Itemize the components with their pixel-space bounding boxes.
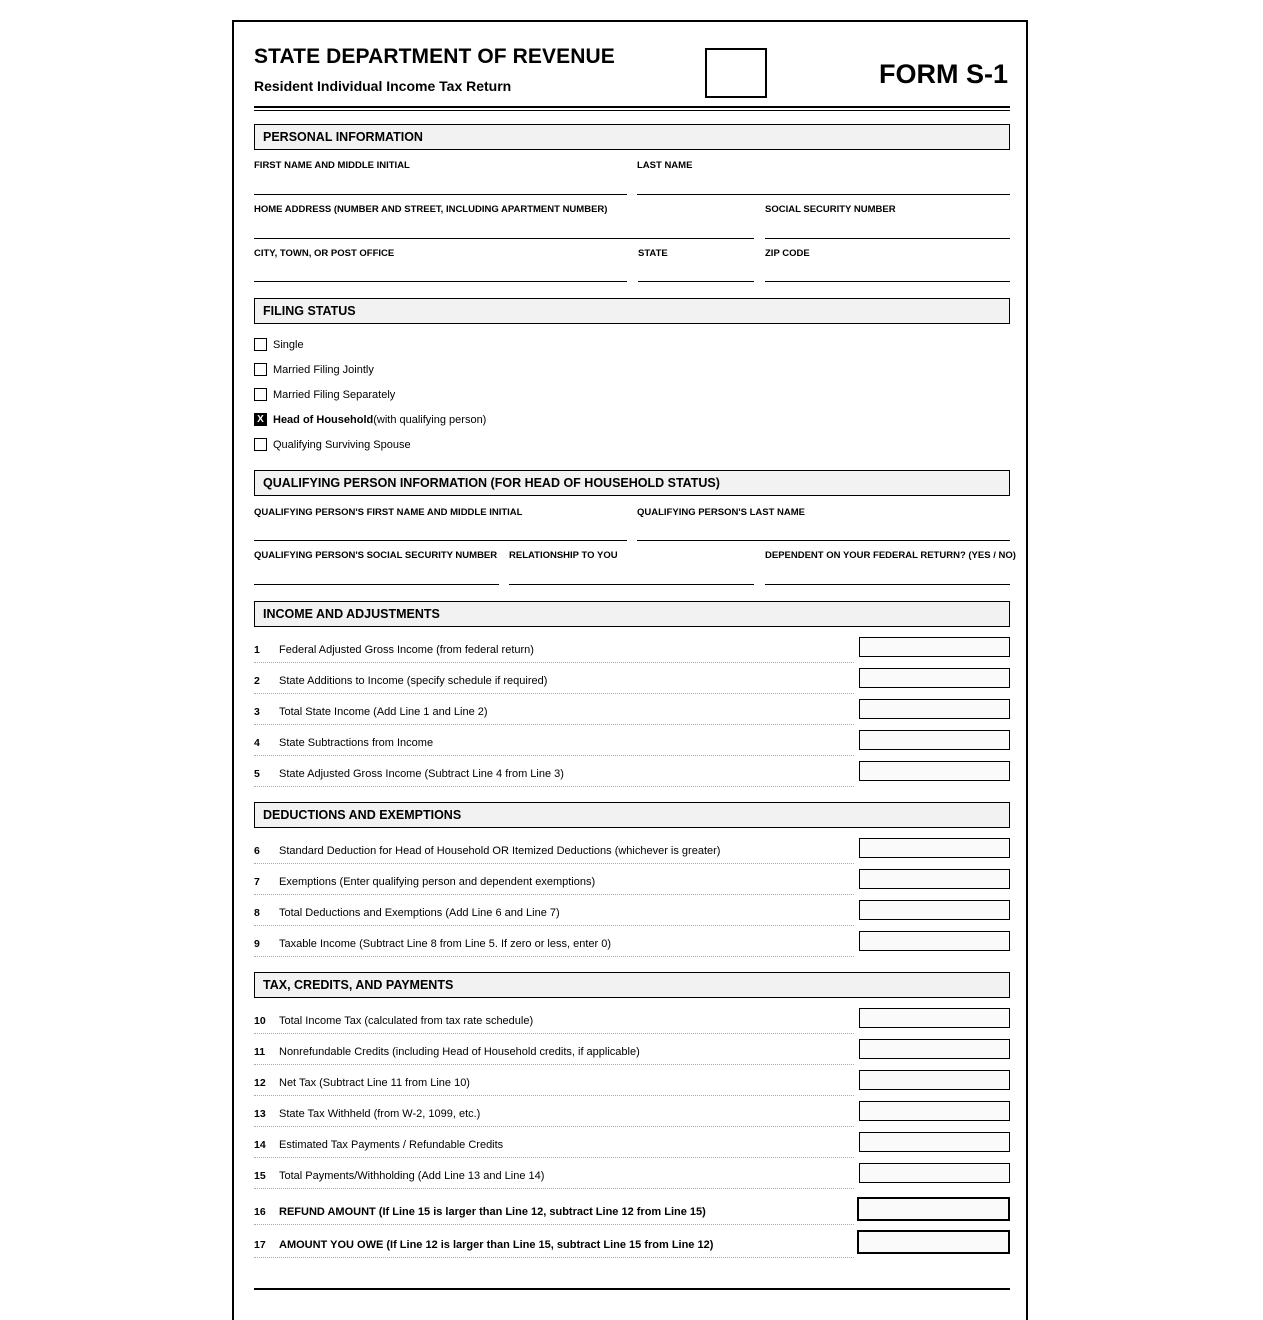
city-label: CITY, TOWN, OR POST OFFICE xyxy=(254,248,395,259)
line-leader xyxy=(254,662,854,663)
line-leader xyxy=(254,956,854,957)
line-number: 17 xyxy=(254,1239,266,1251)
amount-field[interactable] xyxy=(859,1132,1010,1152)
zip-code-label: ZIP CODE xyxy=(765,248,810,259)
line-number: 1 xyxy=(254,644,260,656)
line-item xyxy=(254,759,1010,787)
amount-field[interactable] xyxy=(859,761,1010,781)
line-number: 10 xyxy=(254,1015,266,1027)
line-item xyxy=(254,697,1010,725)
home-address-field[interactable] xyxy=(254,238,754,239)
line-item xyxy=(254,1197,1010,1225)
home-address-label: HOME ADDRESS (NUMBER AND STREET, INCLUDING APARTMENT NUMBER) xyxy=(254,204,608,215)
line-item xyxy=(254,1130,1010,1158)
footer-divider xyxy=(254,1288,1010,1290)
zip-code-field[interactable] xyxy=(765,281,1010,282)
last-name-label: LAST NAME xyxy=(637,160,693,171)
filing-checkbox[interactable] xyxy=(254,388,267,401)
line-leader xyxy=(254,1126,854,1127)
section-filing-status: FILING STATUS xyxy=(254,298,1010,324)
line-item xyxy=(254,635,1010,663)
filing-option-suffix: (with qualifying person) xyxy=(373,414,487,426)
line-number: 3 xyxy=(254,706,260,718)
qualifying-first-name-field[interactable] xyxy=(254,540,627,541)
filing-option-label xyxy=(273,412,486,428)
line-description: Total State Income (Add Line 1 and Line 2) xyxy=(279,706,488,718)
relationship-field[interactable] xyxy=(509,584,754,585)
line-leader xyxy=(254,863,854,864)
filing-option-text: Head of Household xyxy=(273,414,374,426)
amount-owed-field[interactable] xyxy=(857,1230,1010,1254)
line-description: Taxable Income (Subtract Line 8 from Line 5. If zero or less, enter 0) xyxy=(279,938,611,950)
refund-amount-field[interactable] xyxy=(857,1197,1010,1221)
amount-field[interactable] xyxy=(859,1039,1010,1059)
amount-field[interactable] xyxy=(859,668,1010,688)
line-number: 2 xyxy=(254,675,260,687)
city-field[interactable] xyxy=(254,281,627,282)
line-item xyxy=(254,1161,1010,1189)
form-subtitle: Resident Individual Income Tax Return xyxy=(254,78,512,94)
header-divider-thin xyxy=(254,110,1010,111)
tax-form-page xyxy=(232,20,1028,1320)
amount-field[interactable] xyxy=(859,699,1010,719)
first-name-label: FIRST NAME AND MIDDLE INITIAL xyxy=(254,160,410,171)
first-name-field[interactable] xyxy=(254,194,627,195)
amount-field[interactable] xyxy=(859,900,1010,920)
line-number: 6 xyxy=(254,845,260,857)
line-description: REFUND AMOUNT (If Line 15 is larger than Line 12, subtract Line 12 from Line 15) xyxy=(279,1206,706,1218)
line-description: Total Deductions and Exemptions (Add Line 6 and Line 7) xyxy=(279,907,560,919)
qualifying-ssn-label: QUALIFYING PERSON'S SOCIAL SECURITY NUMBER xyxy=(254,550,498,561)
amount-field[interactable] xyxy=(859,931,1010,951)
line-leader xyxy=(254,925,854,926)
amount-field[interactable] xyxy=(859,730,1010,750)
form-number: FORM S-1 xyxy=(878,59,1008,89)
header-divider xyxy=(254,106,1010,108)
dependent-field[interactable] xyxy=(765,584,1010,585)
line-item xyxy=(254,1230,1010,1258)
line-description: State Adjusted Gross Income (Subtract Line 4 from Line 3) xyxy=(279,768,564,780)
line-leader xyxy=(254,693,854,694)
line-leader xyxy=(254,1257,854,1258)
amount-field[interactable] xyxy=(859,1163,1010,1183)
section-deductions-exemptions: DEDUCTIONS AND EXEMPTIONS xyxy=(254,802,1010,828)
line-number: 13 xyxy=(254,1108,266,1120)
filing-checkbox[interactable] xyxy=(254,338,267,351)
line-description: State Subtractions from Income xyxy=(279,737,434,749)
ssn-field[interactable] xyxy=(765,238,1010,239)
amount-field[interactable] xyxy=(859,1008,1010,1028)
ssn-label: SOCIAL SECURITY NUMBER xyxy=(765,204,896,215)
line-description: AMOUNT YOU OWE (If Line 12 is larger than Line 15, subtract Line 15 from Line 12) xyxy=(279,1239,714,1251)
line-description: State Additions to Income (specify schedule if required) xyxy=(279,675,548,687)
line-item xyxy=(254,1099,1010,1127)
filing-option-text: Qualifying Surviving Spouse xyxy=(273,439,411,451)
line-leader xyxy=(254,724,854,725)
line-description: Federal Adjusted Gross Income (from federal return) xyxy=(279,644,534,656)
line-item xyxy=(254,836,1010,864)
line-item xyxy=(254,666,1010,694)
line-leader xyxy=(254,1188,854,1189)
dependent-label: DEPENDENT ON YOUR FEDERAL RETURN? (YES / NO) xyxy=(765,550,1016,561)
line-leader xyxy=(254,894,854,895)
line-description: Net Tax (Subtract Line 11 from Line 10) xyxy=(279,1077,470,1089)
line-leader xyxy=(254,1095,854,1096)
filing-option-text: Married Filing Separately xyxy=(273,389,396,401)
line-number: 5 xyxy=(254,768,260,780)
amount-field[interactable] xyxy=(859,1070,1010,1090)
line-leader xyxy=(254,786,854,787)
line-number: 15 xyxy=(254,1170,266,1182)
amount-field[interactable] xyxy=(859,869,1010,889)
line-number: 7 xyxy=(254,876,260,888)
filing-checkbox[interactable] xyxy=(254,363,267,376)
line-number: 12 xyxy=(254,1077,266,1089)
amount-field[interactable] xyxy=(859,637,1010,657)
filing-checkbox[interactable] xyxy=(254,438,267,451)
amount-field[interactable] xyxy=(859,838,1010,858)
line-description: Total Payments/Withholding (Add Line 13 and Line 14) xyxy=(279,1170,545,1182)
line-description: Total Income Tax (calculated from tax rate schedule) xyxy=(279,1015,534,1027)
section-income-adjustments: INCOME AND ADJUSTMENTS xyxy=(254,601,1010,627)
filing-option-label xyxy=(273,437,411,453)
line-item xyxy=(254,1006,1010,1034)
section-personal-information: PERSONAL INFORMATION xyxy=(254,124,1010,150)
line-number: 14 xyxy=(254,1139,266,1151)
state-label: STATE xyxy=(638,248,668,259)
state-field[interactable] xyxy=(638,281,754,282)
line-item xyxy=(254,728,1010,756)
line-leader xyxy=(254,1033,854,1034)
line-item xyxy=(254,867,1010,895)
line-description: State Tax Withheld (from W-2, 1099, etc.) xyxy=(279,1108,481,1120)
agency-title: STATE DEPARTMENT OF REVENUE xyxy=(254,45,615,68)
filing-option-label xyxy=(273,387,395,403)
section-tax-credits-payments: TAX, CREDITS, AND PAYMENTS xyxy=(254,972,1010,998)
line-item xyxy=(254,1037,1010,1065)
filing-option-label xyxy=(273,337,304,353)
line-item xyxy=(254,898,1010,926)
line-description: Nonrefundable Credits (including Head of Household credits, if applicable) xyxy=(279,1046,640,1058)
line-leader xyxy=(254,1224,854,1225)
qualifying-last-name-label: QUALIFYING PERSON'S LAST NAME xyxy=(637,507,805,518)
relationship-label: RELATIONSHIP TO YOU xyxy=(509,550,618,561)
qualifying-first-name-label: QUALIFYING PERSON'S FIRST NAME AND MIDDLE INITIAL xyxy=(254,507,523,518)
filing-option-label xyxy=(273,362,374,378)
line-number: 16 xyxy=(254,1206,266,1218)
line-item xyxy=(254,1068,1010,1096)
last-name-field[interactable] xyxy=(637,194,1010,195)
qualifying-last-name-field[interactable] xyxy=(637,540,1010,541)
line-leader xyxy=(254,755,854,756)
line-number: 11 xyxy=(254,1046,266,1058)
line-leader xyxy=(254,1064,854,1065)
line-item xyxy=(254,929,1010,957)
line-number: 8 xyxy=(254,907,260,919)
qualifying-ssn-field[interactable] xyxy=(254,584,499,585)
filing-option-text: Married Filing Jointly xyxy=(273,364,374,376)
line-description: Exemptions (Enter qualifying person and dependent exemptions) xyxy=(279,876,596,888)
line-leader xyxy=(254,1157,854,1158)
stamp-box xyxy=(705,48,767,98)
filing-checkbox[interactable]: X xyxy=(254,413,267,426)
line-number: 9 xyxy=(254,938,260,950)
section-qualifying-person: QUALIFYING PERSON INFORMATION (FOR HEAD OF HOUSEHOLD STATUS) xyxy=(254,470,1010,496)
line-number: 4 xyxy=(254,737,260,749)
line-description: Standard Deduction for Head of Household OR Itemized Deductions (whichever is greater) xyxy=(279,845,721,857)
amount-field[interactable] xyxy=(859,1101,1010,1121)
filing-option-text: Single xyxy=(273,339,304,351)
line-description: Estimated Tax Payments / Refundable Credits xyxy=(279,1139,504,1151)
